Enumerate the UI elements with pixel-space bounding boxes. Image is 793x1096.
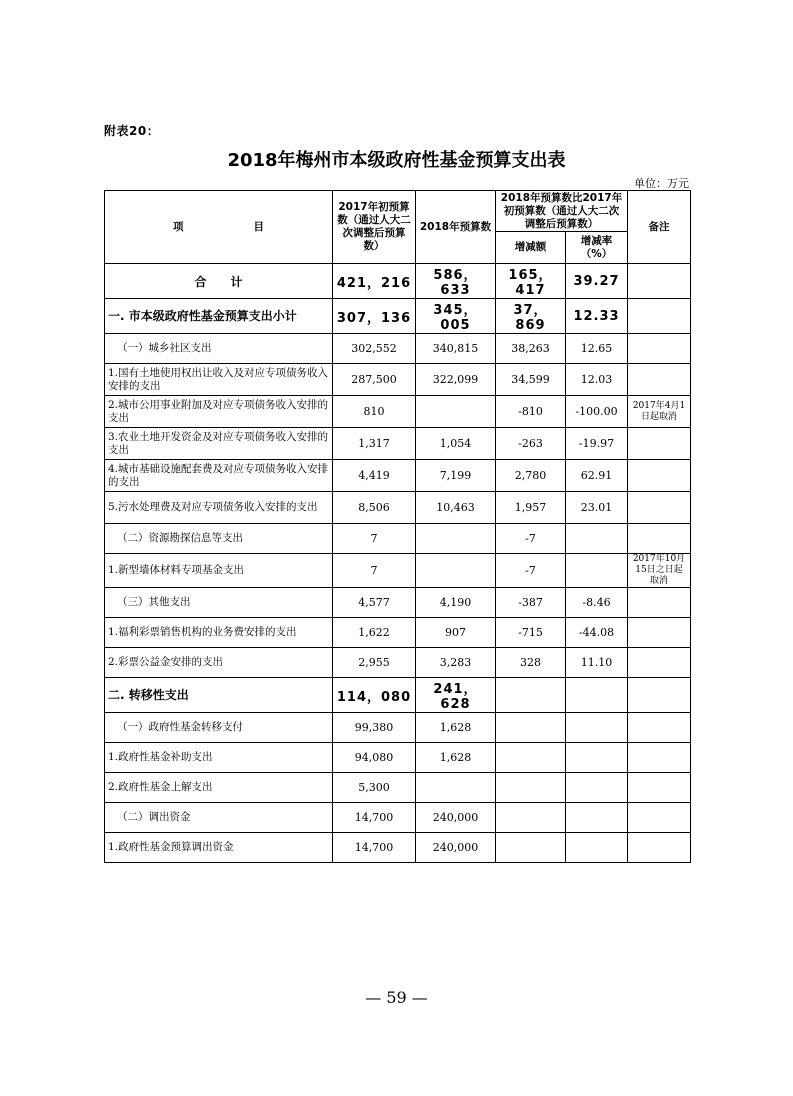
row-rate: [566, 678, 628, 713]
row-2017: 2,955: [333, 648, 416, 678]
row-note: 2017年10月15日之日起取消: [628, 554, 691, 588]
row-change: [496, 773, 566, 803]
row-note: [628, 460, 691, 492]
row-2017: 287,500: [333, 364, 416, 396]
row-change: -7: [496, 524, 566, 554]
row-2017: 810: [333, 396, 416, 428]
row-note: [628, 803, 691, 833]
row-note: [628, 299, 691, 334]
page-number: — 59 —: [365, 988, 428, 1007]
row-name: 4.城市基础设施配套费及对应专项债务收入安排的支出: [105, 460, 333, 492]
header-item: 项 目: [105, 191, 333, 264]
row-2017: 1,622: [333, 618, 416, 648]
row-rate: [566, 833, 628, 863]
table-row: [105, 803, 691, 833]
total-change: 165，417: [496, 264, 566, 299]
row-name: 1.政府性基金预算调出资金: [105, 833, 333, 863]
row-2018: 240,000: [416, 833, 496, 863]
row-rate: 12.65: [566, 334, 628, 364]
table-row: [105, 460, 691, 492]
table-row: [105, 713, 691, 743]
row-rate: 23.01: [566, 492, 628, 524]
row-change: -387: [496, 588, 566, 618]
total-note: [628, 264, 691, 299]
row-2018: 340,815: [416, 334, 496, 364]
row-2017: 14,700: [333, 833, 416, 863]
row-2017: 1,317: [333, 428, 416, 460]
row-2017: 7: [333, 524, 416, 554]
row-2018: [416, 554, 496, 588]
row-change: -7: [496, 554, 566, 588]
row-change: -263: [496, 428, 566, 460]
table-row: [105, 299, 691, 334]
row-2017: 4,419: [333, 460, 416, 492]
table-row: [105, 833, 691, 863]
row-rate: -19.97: [566, 428, 628, 460]
row-change: 38,263: [496, 334, 566, 364]
budget-table: [104, 190, 691, 863]
row-change: 328: [496, 648, 566, 678]
row-change: [496, 803, 566, 833]
row-note: [628, 428, 691, 460]
row-name: 3.农业土地开发资金及对应专项债务收入安排的支出: [105, 428, 333, 460]
row-note: [628, 588, 691, 618]
row-2017: 8,506: [333, 492, 416, 524]
row-2017: 302,552: [333, 334, 416, 364]
row-2017: 14,700: [333, 803, 416, 833]
row-rate: [566, 803, 628, 833]
table-row: [105, 334, 691, 364]
row-rate: [566, 773, 628, 803]
table-row: [105, 678, 691, 713]
row-note: [628, 648, 691, 678]
row-change: [496, 743, 566, 773]
total-2017: 421，216: [333, 264, 416, 299]
row-2017: 307，136: [333, 299, 416, 334]
row-note: [628, 618, 691, 648]
row-2017: 7: [333, 554, 416, 588]
row-name: 1.福利彩票销售机构的业务费安排的支出: [105, 618, 333, 648]
row-note: [628, 524, 691, 554]
annex-label: 附表20：: [104, 124, 160, 138]
row-note: [628, 364, 691, 396]
row-name: （二）资源勘探信息等支出: [105, 524, 333, 554]
row-2018: [416, 773, 496, 803]
row-name: 1.新型墙体材料专项基金支出: [105, 554, 333, 588]
row-2018: 10,463: [416, 492, 496, 524]
row-2018: 322,099: [416, 364, 496, 396]
row-change: -810: [496, 396, 566, 428]
row-name: 一. 市本级政府性基金预算支出小计: [105, 299, 333, 334]
table-row: [105, 773, 691, 803]
row-change: 1,957: [496, 492, 566, 524]
row-2018: 240,000: [416, 803, 496, 833]
row-rate: [566, 554, 628, 588]
row-2018: [416, 396, 496, 428]
row-2017: 94,080: [333, 743, 416, 773]
header-2017: 2017年初预算数（通过人大二次调整后预算数）: [333, 191, 416, 264]
row-note: [628, 713, 691, 743]
table-row: [105, 524, 691, 554]
row-rate: -44.08: [566, 618, 628, 648]
unit-label: 单位：万元: [634, 177, 689, 190]
row-note: 2017年4月1日起取消: [628, 396, 691, 428]
row-note: [628, 334, 691, 364]
row-2017: 4,577: [333, 588, 416, 618]
header-change: 增减额: [496, 232, 566, 264]
row-rate: -100.00: [566, 396, 628, 428]
total-label: 合 计: [105, 264, 333, 299]
row-2017: 5,300: [333, 773, 416, 803]
row-change: [496, 678, 566, 713]
row-change: 2,780: [496, 460, 566, 492]
row-note: [628, 678, 691, 713]
row-rate: [566, 524, 628, 554]
row-change: 34,599: [496, 364, 566, 396]
table-row: [105, 618, 691, 648]
table-row: [105, 648, 691, 678]
row-2018: [416, 524, 496, 554]
row-note: [628, 492, 691, 524]
row-2018: 1,628: [416, 713, 496, 743]
row-name: 1.国有土地使用权出让收入及对应专项债务收入安排的支出: [105, 364, 333, 396]
header-rate: 增减率（%）: [566, 232, 628, 264]
row-2017: 99,380: [333, 713, 416, 743]
table-row: [105, 588, 691, 618]
row-change: -715: [496, 618, 566, 648]
table-row: [105, 364, 691, 396]
row-rate: 62.91: [566, 460, 628, 492]
row-2018: 7,199: [416, 460, 496, 492]
row-change: [496, 833, 566, 863]
row-name: 5.污水处理费及对应专项债务收入安排的支出: [105, 492, 333, 524]
row-change: [496, 713, 566, 743]
row-rate: [566, 743, 628, 773]
row-name: 二. 转移性支出: [105, 678, 333, 713]
page-title: 2018年梅州市本级政府性基金预算支出表: [227, 150, 566, 171]
row-2018: 241，628: [416, 678, 496, 713]
row-name: （一）城乡社区支出: [105, 334, 333, 364]
row-name: 2.城市公用事业附加及对应专项债务收入安排的支出: [105, 396, 333, 428]
total-2018: 586，633: [416, 264, 496, 299]
row-change: 37，869: [496, 299, 566, 334]
row-2018: 345，005: [416, 299, 496, 334]
row-2018: 3,283: [416, 648, 496, 678]
row-rate: -8.46: [566, 588, 628, 618]
row-name: 2.政府性基金上解支出: [105, 773, 333, 803]
row-rate: [566, 713, 628, 743]
row-note: [628, 743, 691, 773]
row-2017: 114，080: [333, 678, 416, 713]
table-row: [105, 743, 691, 773]
total-row: [105, 264, 691, 299]
table-row: [105, 428, 691, 460]
row-rate: 12.03: [566, 364, 628, 396]
header-2018: 2018年预算数: [416, 191, 496, 264]
total-rate: 39.27: [566, 264, 628, 299]
row-name: （二）调出资金: [105, 803, 333, 833]
row-2018: 4,190: [416, 588, 496, 618]
row-2018: 1,628: [416, 743, 496, 773]
row-note: [628, 773, 691, 803]
row-rate: 11.10: [566, 648, 628, 678]
table-row: [105, 554, 691, 588]
row-2018: 907: [416, 618, 496, 648]
row-name: （一）政府性基金转移支付: [105, 713, 333, 743]
row-name: 1.政府性基金补助支出: [105, 743, 333, 773]
table-row: [105, 396, 691, 428]
row-rate: 12.33: [566, 299, 628, 334]
header-note: 备注: [628, 191, 691, 264]
row-name: 2.彩票公益金安排的支出: [105, 648, 333, 678]
row-name: （三）其他支出: [105, 588, 333, 618]
row-2018: 1,054: [416, 428, 496, 460]
table-row: [105, 492, 691, 524]
header-compare: 2018年预算数比2017年初预算数（通过人大二次调整后预算数）: [496, 191, 628, 232]
row-note: [628, 833, 691, 863]
